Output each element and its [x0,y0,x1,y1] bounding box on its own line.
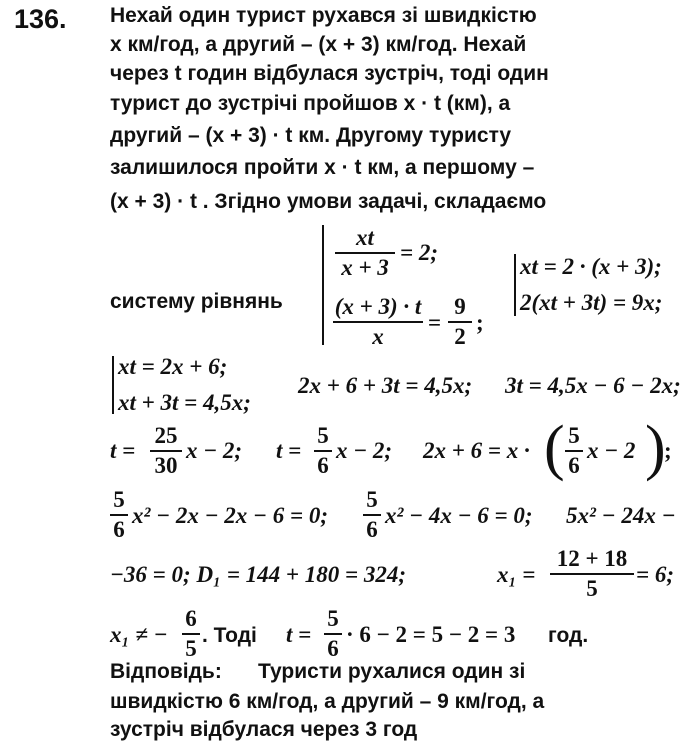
x1-rhs: = 6; [636,562,675,587]
x1-lhs: x₁ = [497,562,536,587]
t2-denominator: 6 [317,453,329,478]
text-line-4: турист до зустрічі пройшов x · t (км), а [110,92,511,115]
system1-eq1-rhs: = 2; [400,240,439,265]
q3: 5x² − 24x − [566,503,676,528]
t2-lhs: t = [276,438,302,463]
t-final-lhs: t = [286,622,312,647]
t1-rhs: x − 2; [186,438,243,463]
eq-lhs: 2x + 6 = x · [423,438,530,463]
eq-end: ; [664,438,672,463]
x2-numerator: 6 [185,606,197,631]
t1-denominator: 30 [154,453,178,478]
answer-line-3: зустріч відбулася через 3 год [110,718,418,741]
system1-eq1-denominator: x + 3 [341,255,389,280]
eq-denominator: 6 [568,453,580,478]
system1-brace [322,225,324,345]
text-line-7: (x + 3) · t . Згідно умови задачі, складаємо [110,190,547,213]
answer-line-2: швидкістю 6 км/год, а другий – 9 км/год, а [110,690,545,713]
q2-rest: x² − 4x − 6 = 0; [385,503,533,528]
q1-numerator: 5 [113,487,125,512]
system3-after1: 2x + 6 + 3t = 4,5x; [298,373,473,398]
system3-brace [112,356,114,414]
text-line-5: другий – (x + 3) · t км. Другому туристу [110,124,512,147]
q2-numerator: 5 [366,487,378,512]
x2-then: . Тоді [202,624,257,647]
t-final-fraction [324,606,342,662]
eq-fraction [565,423,583,479]
x2-denominator: 5 [185,636,197,661]
discriminant: −36 = 0; D₁ = 144 + 180 = 324; [110,562,407,587]
t1-numerator: 25 [154,423,178,448]
t-final-rest: · 6 − 2 = 5 − 2 = 3 [346,622,516,647]
text-line-2: x км/год, а другий – (x + 3) км/год. Нехай [110,33,527,56]
system1-eq2-rhs-fraction [448,294,472,350]
system1-eq2-fraction [333,294,423,350]
q2-denominator: 6 [366,517,378,542]
x1-denominator: 5 [586,576,598,601]
system1-eq1-fraction [335,225,395,281]
text-line-6: залишилося пройти x · t км, а першому – [110,156,535,179]
t-final-denominator: 6 [327,636,339,661]
system1-eq2-numerator: (x + 3) · t [334,294,422,319]
q1-denominator: 6 [113,517,125,542]
system3-after2: 3t = 4,5x − 6 − 2x; [505,373,681,398]
q2-fraction [363,487,381,543]
q1-rest: x² − 2x − 2x − 6 = 0; [132,503,328,528]
x2-lhs: x₁ ≠ − [110,622,168,647]
q1-fraction [110,487,128,543]
system3-eq2: xt + 3t = 4,5x; [118,390,251,415]
answer-label: Відповідь: [110,660,222,683]
system1-eq1-numerator: xt [356,225,374,250]
t1-fraction [150,423,182,479]
right-paren: ) [645,414,666,482]
text-line-3: через t годин відбулася зустріч, тоді один [110,62,549,85]
x2-fraction [182,606,200,662]
problem-number: 136. [14,4,67,34]
system1-eq2-end: ; [476,310,484,335]
system2-eq1: xt = 2 · (x + 3); [520,254,662,279]
system-label: систему рівнянь [110,290,283,313]
t2-rhs: x − 2; [336,438,393,463]
t1-lhs: t = [110,438,136,463]
t2-fraction [314,423,332,479]
text-line-1: Нехай один турист рухався зі швидкістю [110,4,537,27]
eq-inner: x − 2 [587,438,636,463]
left-paren: ( [544,414,565,482]
system2-eq2: 2(xt + 3t) = 9x; [520,290,663,315]
eq-numerator: 5 [568,423,580,448]
system1-eq2-rhs-numerator: 9 [454,294,466,319]
answer-line-1: Туристи рухалися один зі [258,660,526,683]
system3-eq1: xt = 2x + 6; [118,354,228,379]
t2-numerator: 5 [317,423,329,448]
system1-eq2-rhs-denominator: 2 [454,324,466,349]
x1-fraction [550,546,634,602]
x1-numerator: 12 + 18 [556,546,628,571]
system1-eq2-denominator: x [372,324,384,349]
system1-eq2-equals: = [428,310,442,335]
t-final-unit: год. [548,624,589,647]
system2-brace [514,254,516,316]
t-final-numerator: 5 [327,606,339,631]
